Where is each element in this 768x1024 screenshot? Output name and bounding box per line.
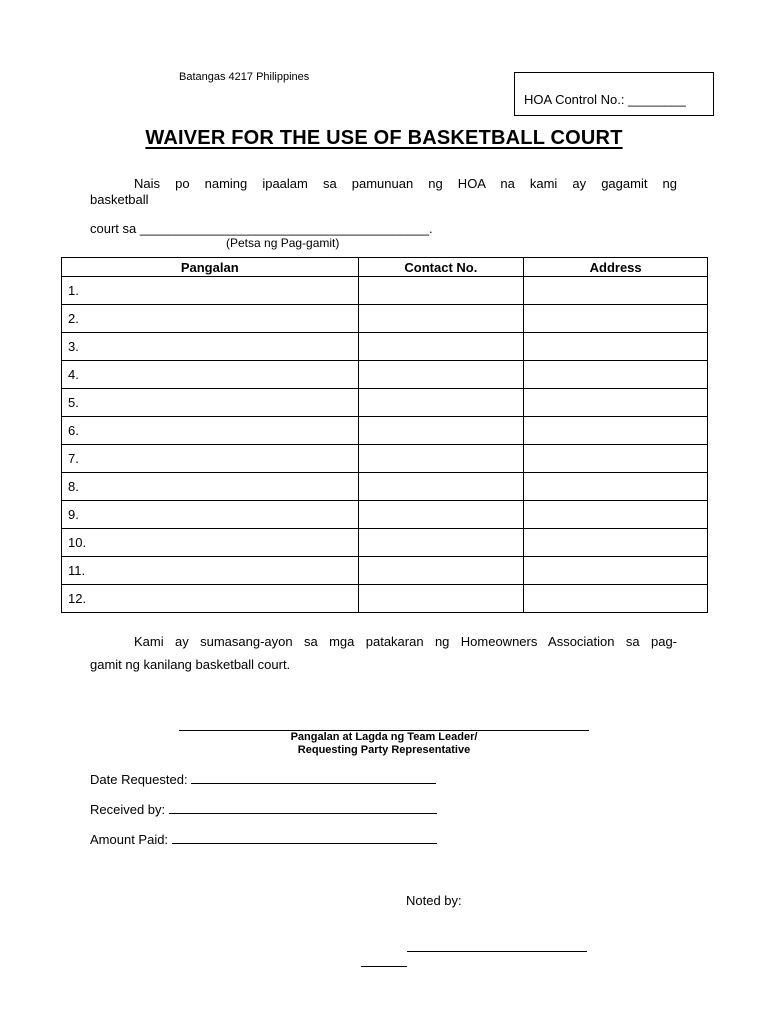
hoa-control-label: HOA Control No.: ________ bbox=[524, 92, 686, 107]
name-cell[interactable]: 1. bbox=[62, 277, 359, 305]
table-row bbox=[62, 557, 708, 585]
contact-cell[interactable] bbox=[358, 473, 524, 501]
address-cell[interactable] bbox=[524, 277, 708, 305]
contact-cell[interactable] bbox=[358, 389, 524, 417]
contact-cell[interactable] bbox=[358, 557, 524, 585]
contact-cell[interactable] bbox=[358, 445, 524, 473]
date-requested-field[interactable] bbox=[191, 782, 436, 784]
table-row bbox=[62, 529, 708, 557]
contact-cell[interactable] bbox=[358, 585, 524, 613]
date-requested-row bbox=[90, 772, 436, 787]
name-cell[interactable]: 4. bbox=[62, 361, 359, 389]
name-cell[interactable]: 12. bbox=[62, 585, 359, 613]
signature-caption-2: Requesting Party Representative bbox=[297, 744, 471, 756]
amount-paid-field[interactable] bbox=[172, 842, 437, 844]
address-cell[interactable] bbox=[524, 445, 708, 473]
intro-line-1: Nais po naming ipaalam sa pamunuan ng HOA na kami ay gagamit ng bbox=[134, 176, 677, 191]
date-hint: (Petsa ng Pag-gamit) bbox=[226, 236, 340, 250]
contact-cell[interactable] bbox=[358, 333, 524, 361]
short-rule-line bbox=[361, 966, 407, 967]
address-cell[interactable] bbox=[524, 333, 708, 361]
amount-paid-label: Amount Paid: bbox=[90, 832, 169, 847]
roster-table bbox=[61, 257, 708, 613]
contact-cell[interactable] bbox=[358, 277, 524, 305]
name-cell[interactable]: 7. bbox=[62, 445, 359, 473]
name-cell[interactable]: 5. bbox=[62, 389, 359, 417]
address-cell[interactable] bbox=[524, 305, 708, 333]
agreement-line-2: gamit ng kanilang basketball court. bbox=[90, 657, 291, 672]
intro-line-2: basketball bbox=[90, 192, 149, 207]
name-cell[interactable]: 2. bbox=[62, 305, 359, 333]
contact-cell[interactable] bbox=[358, 529, 524, 557]
header-address: Address bbox=[524, 258, 708, 277]
address-cell[interactable] bbox=[524, 389, 708, 417]
agreement-paragraph bbox=[90, 634, 677, 649]
table-header-row bbox=[62, 258, 708, 277]
noted-by-label: Noted by: bbox=[406, 893, 462, 908]
header-pangalan: Pangalan bbox=[62, 258, 359, 277]
received-by-label: Received by: bbox=[90, 802, 166, 817]
name-cell[interactable]: 8. bbox=[62, 473, 359, 501]
date-requested-label: Date Requested: bbox=[90, 772, 188, 787]
contact-cell[interactable] bbox=[358, 305, 524, 333]
table-row bbox=[62, 445, 708, 473]
hoa-control-box bbox=[514, 72, 714, 116]
address-cell[interactable] bbox=[524, 501, 708, 529]
table-row bbox=[62, 501, 708, 529]
amount-paid-row bbox=[90, 832, 437, 847]
agreement-line-1: Kami ay sumasang-ayon sa mga patakaran ng Homeowners Association sa pag- bbox=[134, 634, 677, 649]
name-cell[interactable]: 6. bbox=[62, 417, 359, 445]
address-cell[interactable] bbox=[524, 361, 708, 389]
address-cell[interactable] bbox=[524, 417, 708, 445]
noted-by-signature-line[interactable] bbox=[407, 951, 587, 952]
header-contact: Contact No. bbox=[358, 258, 524, 277]
address-cell[interactable] bbox=[524, 473, 708, 501]
name-cell[interactable]: 9. bbox=[62, 501, 359, 529]
signature-caption-1: Pangalan at Lagda ng Team Leader/ bbox=[290, 731, 478, 743]
name-cell[interactable]: 10. bbox=[62, 529, 359, 557]
table-row bbox=[62, 473, 708, 501]
table-row bbox=[62, 417, 708, 445]
table-row bbox=[62, 585, 708, 613]
name-cell[interactable]: 11. bbox=[62, 557, 359, 585]
contact-cell[interactable] bbox=[358, 361, 524, 389]
address-text: Batangas 4217 Philippines bbox=[179, 71, 310, 83]
table-row bbox=[62, 389, 708, 417]
intro-paragraph bbox=[90, 176, 677, 191]
table-row bbox=[62, 361, 708, 389]
address-cell[interactable] bbox=[524, 585, 708, 613]
address-cell[interactable] bbox=[524, 529, 708, 557]
court-date-line: court sa ________________________________________. bbox=[90, 221, 433, 236]
contact-cell[interactable] bbox=[358, 501, 524, 529]
table-row bbox=[62, 277, 708, 305]
table-row bbox=[62, 305, 708, 333]
received-by-field[interactable] bbox=[169, 812, 437, 814]
address-cell[interactable] bbox=[524, 557, 708, 585]
name-cell[interactable]: 3. bbox=[62, 333, 359, 361]
contact-cell[interactable] bbox=[358, 417, 524, 445]
document-title: WAIVER FOR THE USE OF BASKETBALL COURT bbox=[145, 127, 623, 149]
received-by-row bbox=[90, 802, 437, 817]
table-row bbox=[62, 333, 708, 361]
